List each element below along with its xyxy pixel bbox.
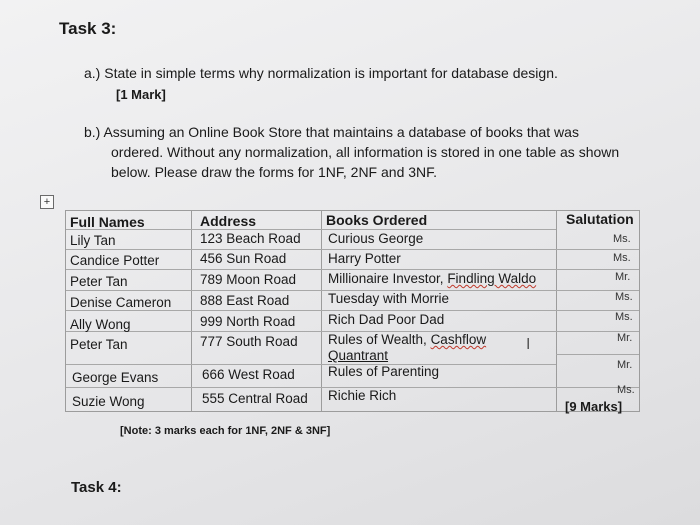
row-1-address: 123 Beach Road [200,231,301,246]
row-8-salutation: Ms. [617,384,635,396]
task4-heading: Task 4: [71,479,122,496]
row-6-books-part-1: Rules of Wealth, [328,332,431,347]
row-5-books: Rich Dad Poor Dad [328,312,445,327]
row-5-address: 999 North Road [200,314,296,329]
row-3-address: 789 Moon Road [200,272,297,287]
row-4-salutation: Ms. [615,291,633,303]
row-divider [66,364,556,365]
row-divider [66,269,556,270]
row-4-books: Tuesday with Morrie [328,291,450,306]
question-b [84,122,674,182]
row-6-name: Peter Tan [70,337,128,352]
row-6-books [328,332,486,364]
question-b-line-3: below. Please draw the forms for 1NF, 2NF and 3NF. [111,164,438,180]
row-3-name: Peter Tan [70,274,128,289]
row-2-address: 456 Sun Road [200,251,287,266]
column-divider [321,211,322,411]
table-move-handle-icon[interactable]: + [40,195,54,209]
marking-note: [Note: 3 marks each for 1NF, 2NF & 3NF] [120,425,331,437]
row-1-books: Curious George [328,231,424,246]
row-1-name: Lily Tan [70,233,116,248]
question-b-line-2: ordered. Without any normalization, all information is stored in one table as shown [111,144,620,160]
row-6-books-part-3: Quantrant [328,348,389,363]
question-a-text: a.) State in simple terms why normalization is important for database design. [84,65,558,81]
row-6-salutation: Mr. [617,332,633,344]
row-2-books: Harry Potter [328,251,401,266]
header-books-ordered: Books Ordered [326,212,428,228]
row-5-name: Ally Wong [70,317,131,332]
header-address: Address [200,213,257,229]
column-divider [556,211,557,411]
row-4-name: Denise Cameron [70,295,172,310]
text-cursor-icon: I [526,336,531,353]
task3-heading: Task 3: [59,19,117,38]
question-b-line-1: b.) Assuming an Online Book Store that maintains a database of books that was [84,124,579,140]
row-divider [66,387,556,388]
row-8-books: Richie Rich [328,388,397,403]
row-4-address: 888 East Road [200,293,290,308]
row-1-salutation: Ms. [613,233,631,245]
row-7-salutation: Mr. [617,359,633,371]
row-7-name: George Evans [72,370,159,385]
row-6-books-part-2: Cashflow [430,332,487,347]
row-3-books [328,271,536,286]
row-divider [66,249,556,250]
row-8-address: 555 Central Road [202,391,308,406]
row-3-books-part-2: Findling Waldo [447,271,537,286]
column-divider [191,211,192,411]
row-divider [556,269,639,270]
row-5-salutation: Ms. [615,311,633,323]
row-divider [556,249,639,250]
row-divider [66,290,556,291]
header-full-names: Full Names [70,214,145,230]
row-divider [66,310,556,311]
row-8-name: Suzie Wong [72,394,145,409]
row-2-salutation: Ms. [613,252,631,264]
row-3-books-part-1: Millionaire Investor, [328,271,448,286]
orders-table [65,210,640,412]
row-7-books: Rules of Parenting [328,364,440,379]
row-7-address: 666 West Road [202,367,295,382]
row-3-salutation: Mr. [615,271,631,283]
row-6-address: 777 South Road [200,334,298,349]
question-b-marks: [9 Marks] [565,399,623,414]
row-2-name: Candice Potter [70,253,160,268]
question-a-mark: [1 Mark] [116,87,166,102]
header-salutation: Salutation [566,211,634,227]
row-divider [556,354,639,355]
